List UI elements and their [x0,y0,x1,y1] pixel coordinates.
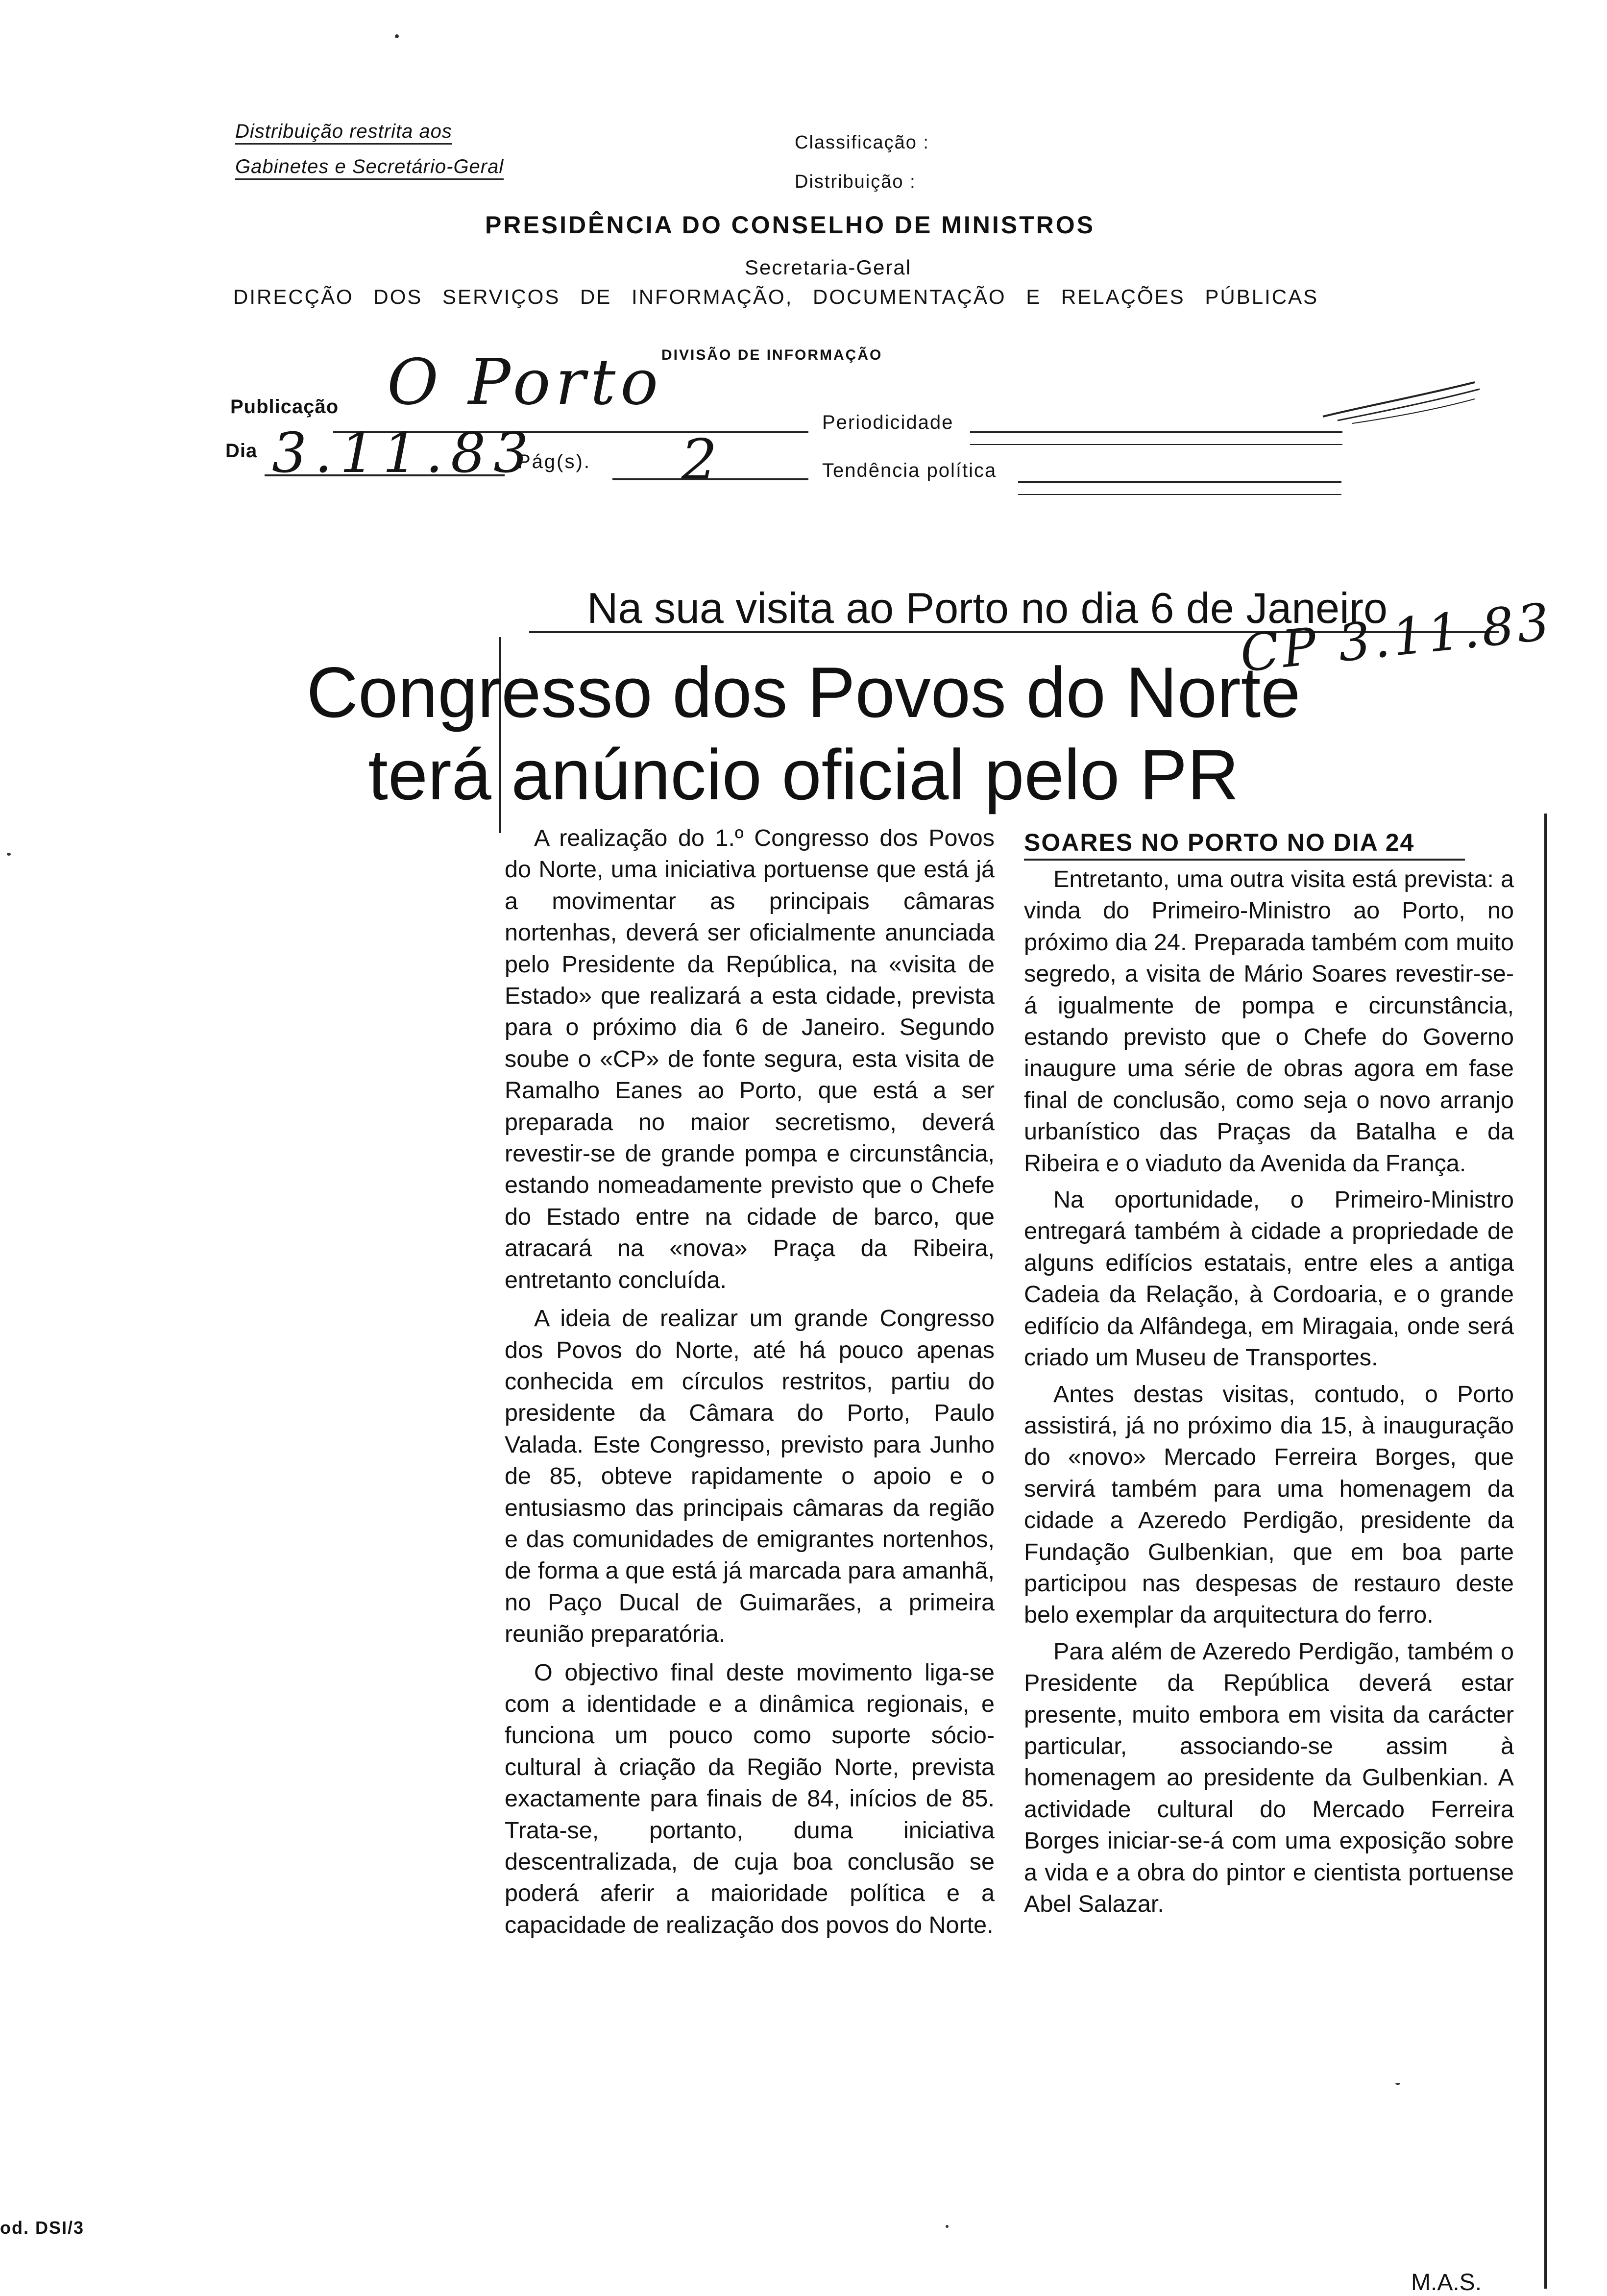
direccao-servicos-label: DIRECÇÃO DOS SERVIÇOS DE INFORMAÇÃO, DOCUMENTAÇÃO E RELAÇÕES PÚBLICAS [233,285,1319,308]
article-kicker: Na sua visita ao Porto no dia 6 de Janeiro [587,584,1388,632]
scan-speck [1395,2083,1400,2085]
headline-line2: terá anúncio oficial pelo PR [368,735,1239,815]
divisao-informacao-label: DIVISÃO DE INFORMAÇÃO [661,347,883,363]
periodicidade-label: Periodicidade [822,412,954,433]
article-paragraph: O objectivo final deste movimento liga-se com a identidade e a dinâmica regionais, e funciona um pouco como suporte sócio-cultural à criação da Região Norte, prevista exactamente para finais de 84, inícios de 85. Trata-se, portanto, duma iniciativa descentralizada, de cuja boa conclusão se poderá aferir a maioridade política e a capacidade de realização dos povos do Norte. [505,1659,995,1938]
right-frame-rule [1544,814,1547,2289]
article-paragraph: Na oportunidade, o Primeiro-Ministro entregará também à cidade a propriedade de alguns edifícios estatais, entre eles a antiga Cadeia da Relação, à Cordoaria, e o grande edifício da Alfândega, em Miragaia, onde será criado um Museu de Transportes. [1024,1186,1514,1371]
article-paragraph: A ideia de realizar um grande Congresso dos Povos do Norte, até há pouco apenas conhecida em círculos restritos, partiu do presidente da Câmara do Porto, Paulo Valada. Este Congresso, previsto para Junho de 85, obteve rapidamente o apoio e o entusiasmo das principais câmaras da região e das comunidades de emigrantes nortenhos, de forma a que está já marcada para amanhã, no Paço Ducal de Guimarães, a primeira reunião preparatória. [505,1305,995,1648]
dia-underline [265,474,505,476]
handwritten-clipping-note: CP 3.11.83 [1237,591,1556,684]
dia-label: Dia [225,440,258,462]
pags-label: Pág(s). [517,451,591,472]
article-left-column [505,822,995,1941]
presidencia-heading: PRESIDÊNCIA DO CONSELHO DE MINISTROS [485,211,1096,239]
tendencia-underline [1018,481,1341,483]
distribution-notice-line2: Gabinetes e Secretário-Geral [235,156,504,178]
subhead-rule [1024,859,1465,861]
publicacao-handwritten-value: O Porto [387,346,663,419]
periodicidade-underline [970,431,1342,433]
article-paragraph: Entretanto, uma outra visita está prevista: a vinda do Primeiro-Ministro ao Porto, no próximo dia 24. Preparada também com muito segredo, a visita de Mário Soares revestir-se-á igualmente de pompa e circunstância, estando previsto que o Chefe do Governo inaugure uma série de obras agora em fase final de conclusão, como seja o novo arranjo urbanístico das Praças da Batalha e da Ribeira e o viaduto da Avenida da França. [1024,866,1514,1177]
article-paragraph: Antes destas visitas, contudo, o Porto assistirá, já no próximo dia 15, à inauguração do «novo» Mercado Ferreira Borges, que servirá também para uma homenagem da cidade a Azeredo Perdigão, presidente da Fundação Gulbenkian, que em boa parte participou nas despesas de restauro deste belo exemplar da arquitectura do ferro. [1024,1381,1514,1629]
tendencia-second-line [1018,494,1341,495]
secretaria-geral-label: Secretaria-Geral [745,256,912,279]
periodicidade-second-line [970,444,1342,445]
tendencia-politica-label: Tendência política [822,460,997,481]
article-paragraph: Para além de Azeredo Perdigão, também o Presidente da República deverá estar presente, muito embora em visita da carácter particular, associando-se assim à homenagem ao presidente da Gulbenkian. A actividade cultural do Mercado Ferreira Borges iniciar-se-á com uma exposição sobre a vida e a obra do pintor e cientista portuense Abel Salazar. [1024,1638,1514,1917]
distribuicao-label: Distribuição : [795,172,916,192]
publicacao-label: Publicação [230,396,339,418]
pen-scribble [1318,372,1485,431]
article-subhead: SOARES NO PORTO NO DIA 24 [1024,829,1415,856]
headline-line1: Congresso dos Povos do Norte [306,652,1301,732]
dia-handwritten-value: 3.11.83 [272,421,536,485]
article-paragraph: A realização do 1.º Congresso dos Povos do Norte, uma iniciativa portuense que está já a movimentar as principais câmaras nortenhas, deverá ser oficialmente anunciada pelo Presidente da República, na «visita de Estado» que realizará a esta cidade, prevista para o próximo dia 6 de Janeiro. Segundo soube o «CP» de fonte segura, esta visita de Ramalho Eanes ao Porto, que está a ser preparada no maior secretismo, deverá revestir-se de grande pompa e circunstância, estando nomeadamente previsto que o Chefe do Estado entre na cidade de barco, que atracará na «nova» Praça da Ribeira, entretanto concluída. [505,825,995,1293]
scan-speck [395,34,399,38]
scan-speck [946,2225,949,2228]
scan-speck [7,853,11,856]
author-signature: M.A.S. [1411,2270,1482,2296]
article-right-column [1024,864,1514,1920]
pags-underline [612,478,808,480]
distribution-notice-line1: Distribuição restrita aos [235,121,452,143]
classificacao-label: Classificação : [795,132,929,153]
document-code: od. DSI/3 [0,2218,85,2238]
pags-handwritten-value: 2 [681,427,722,494]
